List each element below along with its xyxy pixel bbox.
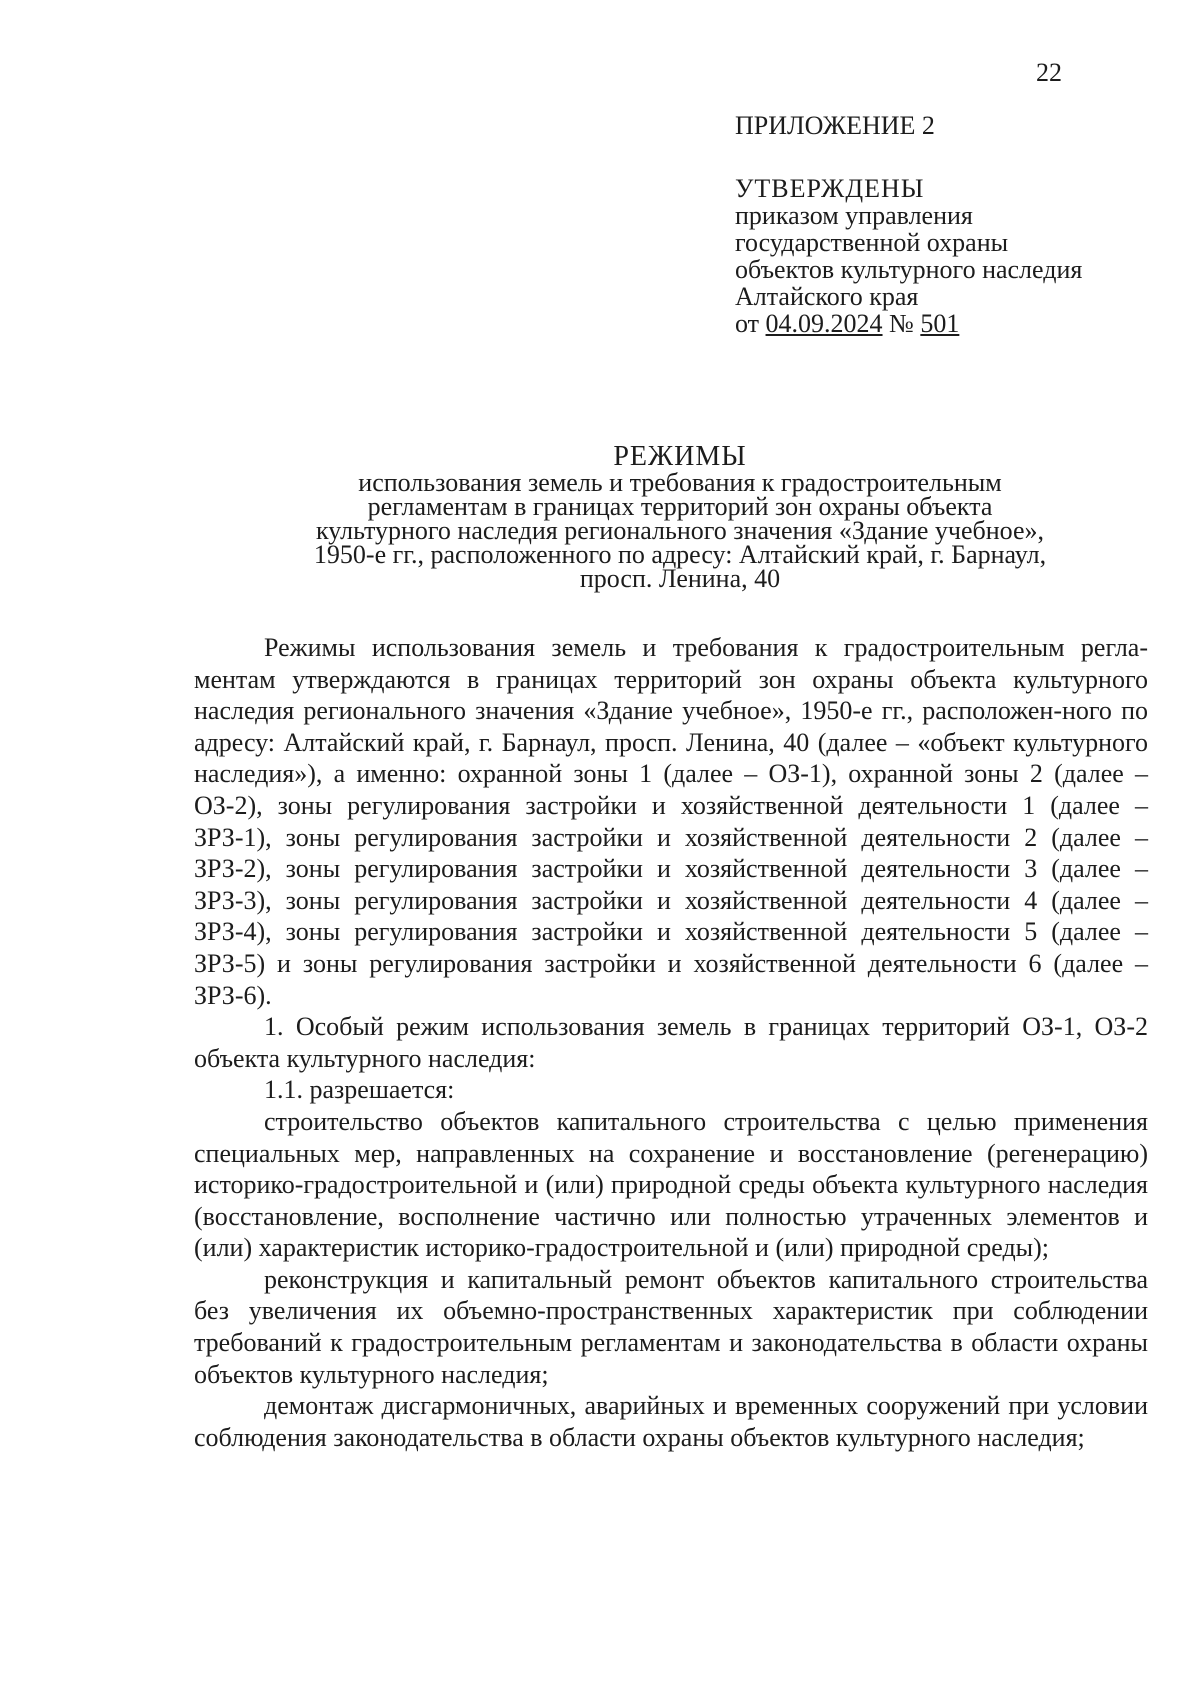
approval-line: Алтайского края: [735, 282, 919, 311]
title-line: регламентам в границах территорий зон охраны объекта: [367, 492, 993, 521]
order-date: 04.09.2024: [765, 309, 883, 338]
allowed-item-paragraph: строительство объектов капитального строительства с целью применения специальных мер, направленных на сохранение и восстановление (регенерацию) историко-градостроительной и (или) природной среды объекта культурного наследия (восстановление, восполнение частично или полностью утраченных элементов и (или) характеристик историко-градостроительной и (или) природной среды);: [194, 1106, 1148, 1263]
approval-line: объектов культурного наследия: [735, 255, 1083, 284]
approval-line: приказом управления: [735, 201, 973, 230]
title-line: использования земель и требования к градостроительным: [358, 468, 1002, 497]
order-number: 501: [920, 309, 960, 338]
title-heading: РЕЖИМЫ: [613, 441, 747, 472]
section-1-paragraph: 1. Особый режим использования земель в границах территорий ОЗ-1, ОЗ-2 объекта культурного наследия:: [194, 1012, 1148, 1073]
approval-block: [735, 112, 1082, 337]
order-date-line: [735, 310, 1082, 337]
date-prefix: от: [735, 309, 760, 338]
subsection-1-1-paragraph: 1.1. разрешается:: [264, 1075, 455, 1105]
appendix-label: ПРИЛОЖЕНИЕ 2: [735, 111, 935, 140]
document-title: [180, 441, 1180, 593]
allowed-item-paragraph: реконструкция и капитальный ремонт объектов капитального строительства без увеличения их объемно-пространственных характеристик при соблюдении требований к градостроительным регламентам и законодательства в области охраны объектов культурного наследия;: [194, 1264, 1148, 1389]
allowed-item-paragraph: демонтаж дисгармоничных, аварийных и временных сооружений при условии соблюдения законодательства в области охраны объектов культурного наследия;: [194, 1391, 1148, 1452]
approval-line: государственной охраны: [735, 228, 1009, 257]
title-line: культурного наследия регионального значения «Здание учебное»,: [316, 516, 1044, 545]
title-line: просп. Ленина, 40: [579, 564, 781, 593]
title-line: 1950-е гг., расположенного по адресу: Алтайский край, г. Барнаул,: [313, 540, 1047, 569]
number-sign: №: [889, 309, 914, 338]
approved-label: УТВЕРЖДЕНЫ: [735, 174, 925, 203]
document-body: [194, 632, 1148, 1453]
intro-paragraph: Режимы использования земель и требования к градостроительным регла-ментам утверждаются в границах территорий зон охраны объекта культурного наследия регионального значения «Здание учебное», 1950-е гг., расположен-ного по адресу: Алтайский край, г. Барнаул, просп. Ленина, 40 (далее – «объект культурного наследия»), а именно: охранной зоны 1 (далее – ОЗ-1), охранной зоны 2 (далее – ОЗ-2), зоны регулирования застройки и хозяйственной деятельности 1 (далее – ЗРЗ-1), зоны регулирования застройки и хозяйственной деятельности 2 (далее – ЗРЗ-2), зоны регулирования застройки и хозяйственной деятельности 3 (далее – ЗРЗ-3), зоны регулирования застройки и хозяйственной деятельности 4 (далее – ЗРЗ-4), зоны регулирования застройки и хозяйственной деятельности 5 (далее – ЗРЗ-5) и зоны регулирования застройки и хозяйственной деятельности 6 (далее – ЗРЗ-6).: [194, 633, 1148, 1010]
page-number: 22: [1036, 58, 1062, 87]
